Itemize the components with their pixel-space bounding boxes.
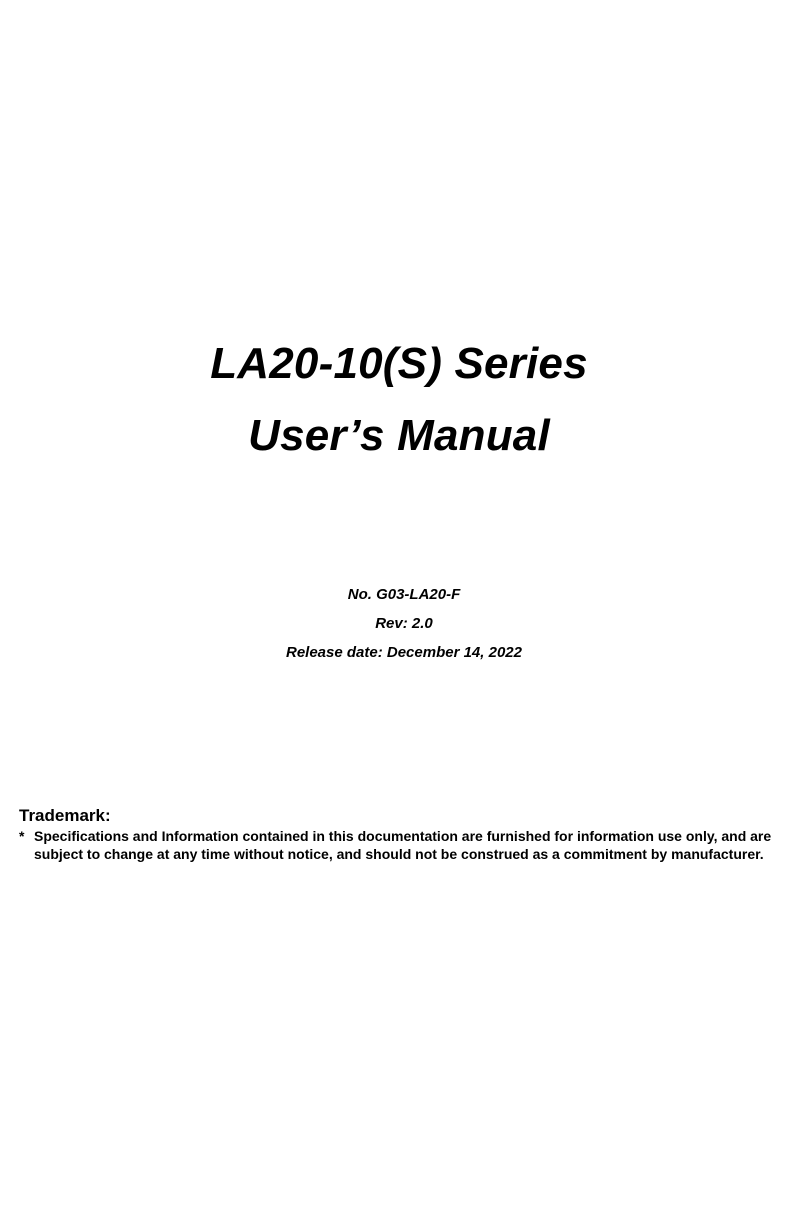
- document-meta: [0, 580, 808, 667]
- trademark-item: [19, 827, 799, 863]
- bullet-asterisk: *: [19, 828, 25, 844]
- title-series: LA20-10(S) Series: [210, 339, 588, 388]
- revision: Rev: 2.0: [375, 615, 433, 632]
- trademark-text: Specifications and Information contained in this documentation are furnished for information use only, and are subject to change at any time without notice, and should not be construed as a commitment by manufacturer.: [34, 828, 772, 862]
- title-manual: User’s Manual: [248, 411, 550, 460]
- release-date: Release date: December 14, 2022: [286, 644, 522, 661]
- trademark-heading: Trademark:: [19, 806, 111, 825]
- doc-number: No. G03-LA20-F: [347, 586, 461, 603]
- trademark-section: [19, 805, 799, 863]
- document-title: [0, 328, 808, 472]
